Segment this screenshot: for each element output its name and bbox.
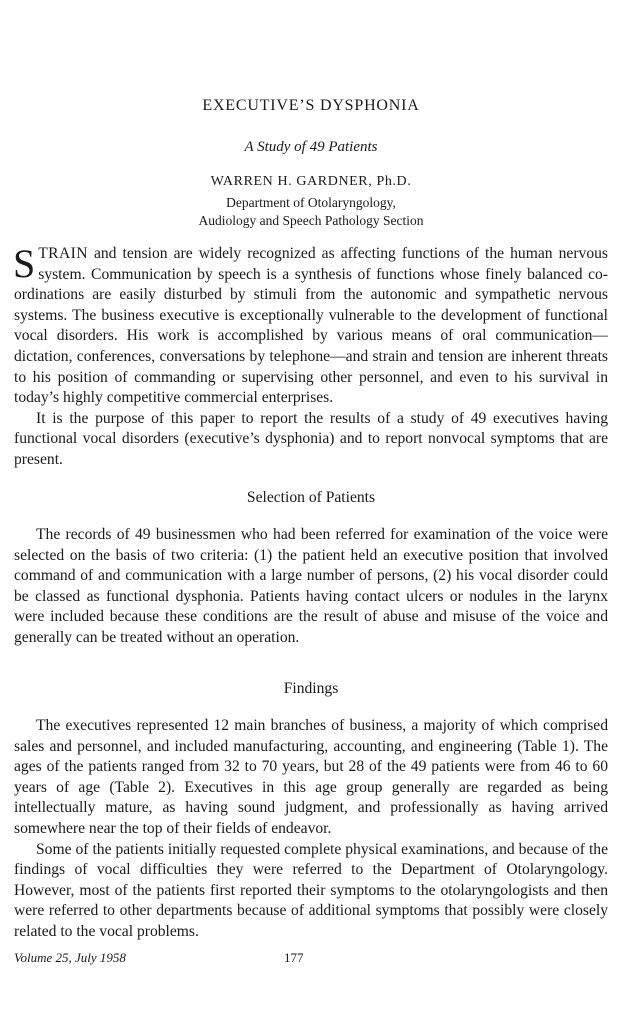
lead-word: TRAIN	[38, 245, 88, 262]
article-subtitle: A Study of 49 Patients	[244, 139, 378, 155]
findings-section	[14, 716, 608, 943]
findings-paragraph-2: Some of the patients initially requested complete physical examinations, and because of the findings of vocal difficulties they were referred to the Department of Otolaryngology. However, most of the patients first reported their symptoms to the otolaryngologists and then were referred to other departments because of additional symptoms that possibly were closely related to the vocal problems.	[14, 840, 608, 940]
intro-paragraph-2: It is the purpose of this paper to report the results of a study of 49 executives having functional vocal disorders (executive’s dysphonia) and to report nonvocal symptoms that are present.	[14, 409, 608, 468]
journal-page	[14, 0, 608, 1028]
findings-paragraph-1: The executives represented 12 main branches of business, a majority of which comprised sales and personnel, and included manufacturing, accounting, and engineering (Table 1). The ages of the patients ranged from 32 to 70 years, but 28 of the 49 patients were from 46 to 60 years of age (Table 2). Executives in this age group generally are regarded as being intellectually mature, as having sound judgment, and professionally as having arrived somewhere near the top of their fields of endeavor.	[14, 717, 608, 837]
selection-section	[14, 525, 608, 649]
affiliation-line-1: Department of Otolaryngology,	[226, 195, 396, 210]
volume-footer: Volume 25, July 1958	[14, 950, 126, 965]
introduction-section	[13, 241, 608, 471]
selection-paragraph-1: The records of 49 businessmen who had been referred for examination of the voice were selected on the basis of two criteria: (1) the patient held an executive position that involved command of and communication with a large number of persons, (2) his vocal disorder could be classed as functional dysphonia. Patients having contact ulcers or nodules in the larynx were included because these conditions are the result of abuse and misuse of the voice and generally can be treated without an operation.	[14, 526, 608, 646]
author-name: WARREN H. GARDNER, Ph.D.	[210, 174, 412, 189]
drop-cap: S	[13, 241, 36, 286]
heading-findings: Findings	[283, 680, 339, 697]
affiliation-line-2: Audiology and Speech Pathology Section	[198, 213, 424, 228]
article-title: EXECUTIVE’S DYSPHONIA	[202, 97, 420, 114]
intro-paragraph-1-text: and tension are widely recognized as affecting functions of the human nervous system. Communication by speech is a synthesis of functions whose finely balanced co-ordinations are easily disturbed by stimuli from the autonomic and sympathetic nervous systems. The business executive is exceptionally vulnerable to the development of functional vocal disorders. His work is accomplished by various means of oral communication—dictation, conferences, conversations by telephone—and strain and tension are inherent threats to his position of commanding or supervising other personnel, and even to his survival in today’s highly competitive commercial enterprises.	[14, 245, 608, 407]
page-number: 177	[284, 950, 304, 965]
heading-selection-of-patients: Selection of Patients	[246, 489, 376, 506]
intro-paragraph-1	[13, 241, 608, 409]
